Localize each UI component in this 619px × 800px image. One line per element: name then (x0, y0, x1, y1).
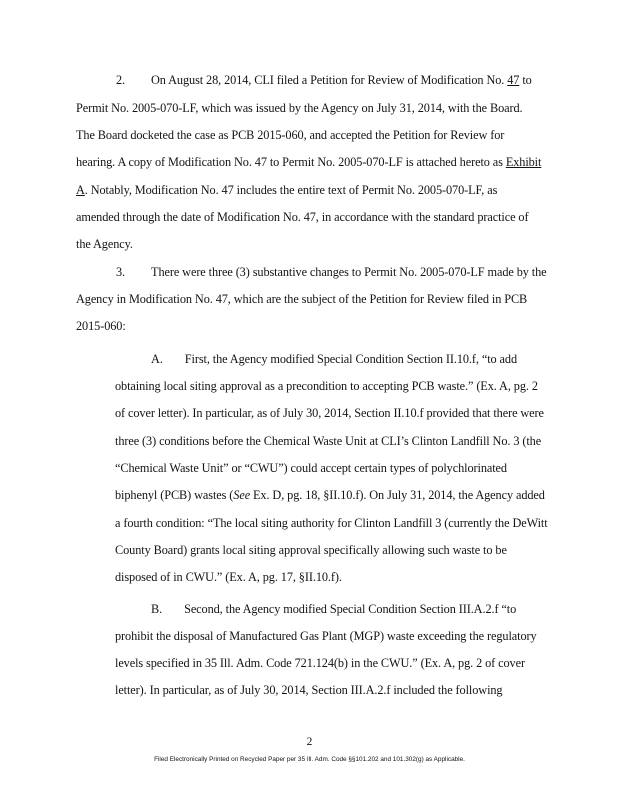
paragraph-number: 3. (116, 265, 126, 279)
paragraph-number: 2. (116, 73, 126, 87)
page-number: 2 (306, 736, 313, 748)
subparagraph-a-line-9: disposed of in CWU.” (Ex. A, pg. 17, §II.10.f). (115, 570, 342, 584)
paragraph-3-line-2: Agency in Modification No. 47, which are the subject of the Petition for Review filed in PCB (76, 292, 528, 306)
subparagraph-label: A. (151, 352, 163, 366)
subparagraph-a-line-6: biphenyl (PCB) wastes (See Ex. D, pg. 18, §II.10.f). On July 31, 2014, the Agency added (115, 488, 545, 502)
exhibit-reference: Exhibit (505, 155, 542, 169)
filing-footer: Filed Electronically Printed on Recycled Paper per 35 Ill. Adm. Code §§101.202 and 101.302(g) as Applicable. (154, 756, 465, 763)
subparagraph-a-line-8: County Board) grants local siting approval specifically allowing such waste to be (115, 543, 507, 557)
exhibit-letter: A (76, 183, 85, 197)
modification-number: 47 (507, 73, 520, 87)
paragraph-2-line-1: 2. On August 28, 2014, CLI filed a Petition for Review of Modification No. 47 to (116, 73, 532, 87)
subparagraph-a-line-7: a fourth condition: “The local siting authority for Clinton Landfill 3 (currently the DeWitt (115, 516, 548, 530)
paragraph-2-line-4: hearing. A copy of Modification No. 47 to Permit No. 2005-070-LF is attached hereto as Exhibit (76, 155, 542, 169)
subparagraph-b-line-4: letter). In particular, as of July 30, 2014, Section III.A.2.f included the following (115, 683, 503, 697)
paragraph-3-line-3: 2015-060: (76, 319, 126, 333)
paragraph-2-line-5: A. Notably, Modification No. 47 includes the entire text of Permit No. 2005-070-LF, as (76, 183, 498, 197)
subparagraph-a-line-2: obtaining local siting approval as a precondition to accepting PCB waste.” (Ex. A, pg. 2 (115, 379, 538, 393)
paragraph-2-line-7: the Agency. (76, 237, 133, 251)
subparagraph-b-line-2: prohibit the disposal of Manufactured Gas Plant (MGP) waste exceeding the regulatory (115, 629, 537, 643)
subparagraph-a-line-3: of cover letter). In particular, as of July 30, 2014, Section II.10.f provided that there were (115, 406, 544, 420)
paragraph-2-line-6: amended through the date of Modification No. 47, in accordance with the standard practice of (76, 210, 529, 224)
paragraph-3-line-1: 3. There were three (3) substantive changes to Permit No. 2005-070-LF made by the (116, 265, 547, 279)
subparagraph-a-line-1: A. First, the Agency modified Special Condition Section II.10.f, “to add (151, 352, 517, 366)
subparagraph-b-line-3: levels specified in 35 Ill. Adm. Code 721.124(b) in the CWU.” (Ex. A, pg. 2 of cover (115, 656, 525, 670)
subparagraph-b-line-1: B. Second, the Agency modified Special Condition Section III.A.2.f “to (151, 602, 517, 616)
citation-signal: See (233, 488, 251, 502)
paragraph-2-line-2: Permit No. 2005-070-LF, which was issued by the Agency on July 31, 2014, with the Board. (76, 101, 523, 115)
subparagraph-a-line-5: “Chemical Waste Unit” or “CWU”) could accept certain types of polychlorinated (115, 461, 507, 475)
subparagraph-a-line-4: three (3) conditions before the Chemical Waste Unit at CLI’s Clinton Landfill No. 3 (the (115, 434, 542, 448)
subparagraph-label: B. (151, 602, 163, 616)
paragraph-2-line-3: The Board docketed the case as PCB 2015-060, and accepted the Petition for Review for (76, 128, 505, 142)
